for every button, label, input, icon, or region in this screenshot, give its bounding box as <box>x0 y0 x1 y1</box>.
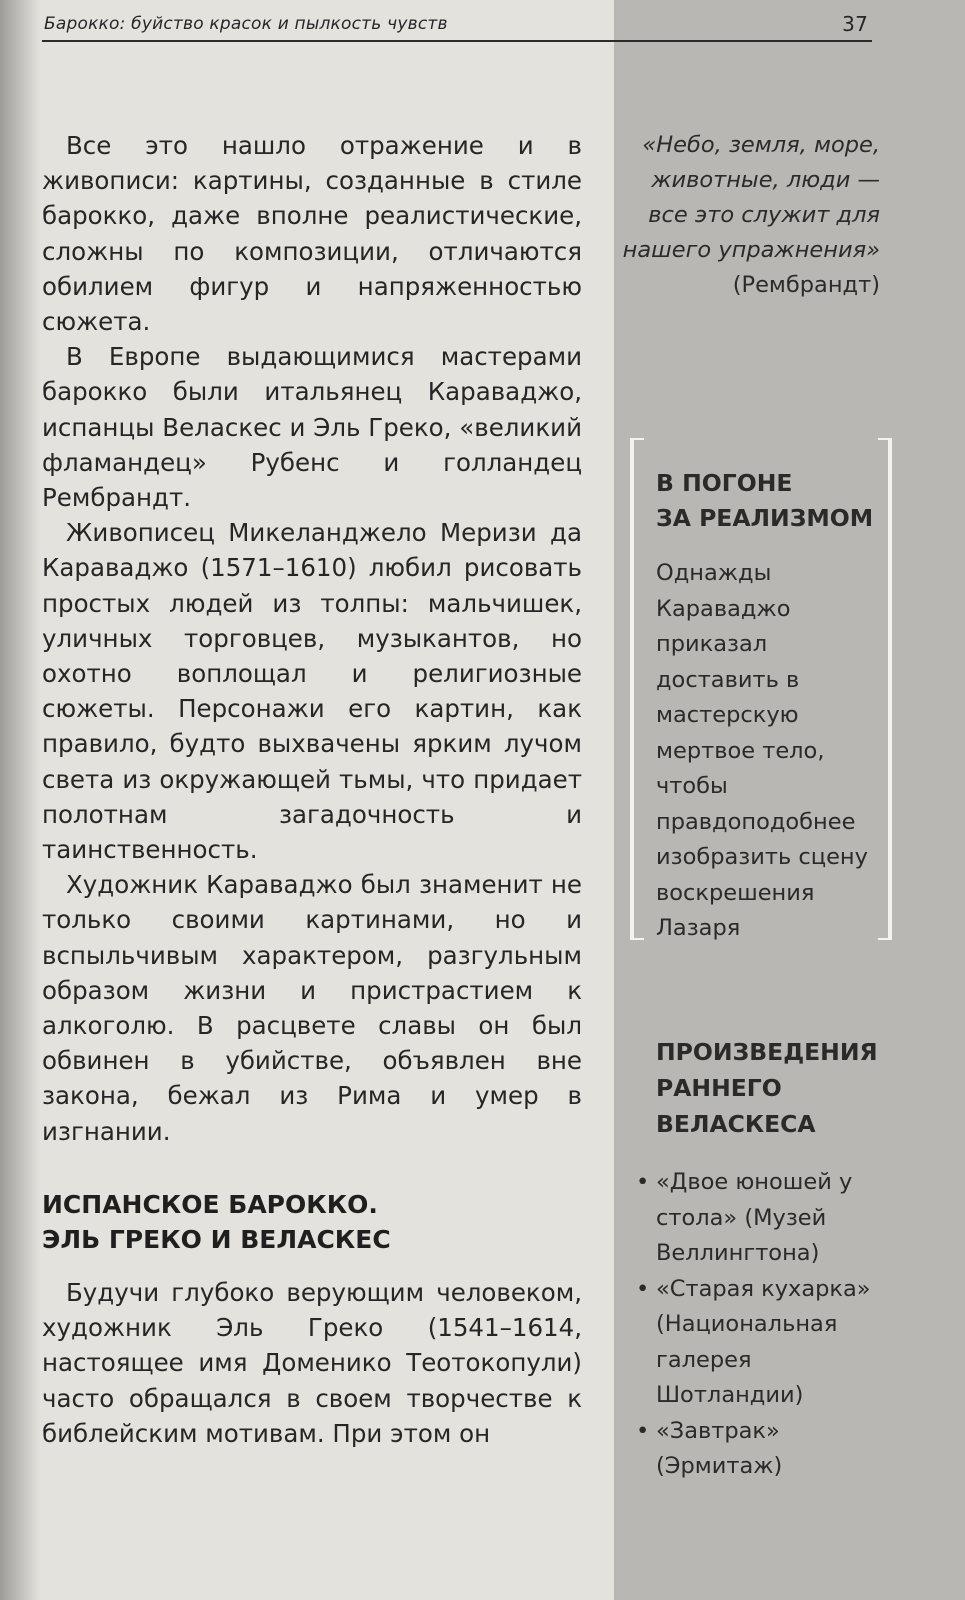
header-title: Барокко: буйство красок и пылкость чувств <box>44 14 448 34</box>
works-list <box>636 1165 898 1485</box>
bullet-icon: • <box>636 1169 650 1195</box>
works-title-line: РАННЕГО <box>656 1074 782 1102</box>
paragraph: Живописец Микеланджело Меризи да Караваджо (1571–1610) любил рисовать простых людей из толпы: мальчишек, уличных торговцев, музыкантов, но охотно воплощал и религиозные сюжеты. Персонажи его картин, как правило, будто выхвачены ярким лучом света из окружающей тьмы, что придает полотнам загадочность и таинственность. <box>42 518 582 865</box>
page-number: 37 <box>842 12 868 36</box>
quote-line: «Небо, земля, море, <box>642 132 880 158</box>
page-gutter-shadow <box>0 0 40 1600</box>
quote-line: нашего упражнения» <box>622 237 880 263</box>
works-title-line: ВЕЛАСКЕСА <box>656 1110 816 1138</box>
bullet-icon: • <box>636 1417 650 1444</box>
main-text-column <box>42 128 582 1451</box>
paragraph: Все это нашло отражение и в живописи: картины, созданные в стиле барокко, даже вполне реалистические, сложны по композиции, отличаются обилием фигур и напряженностью сюжета. <box>42 131 582 337</box>
quote-line: все это служит для <box>648 202 880 228</box>
fact-box-title-line: В ПОГОНЕ <box>656 469 793 497</box>
fact-box-title <box>656 466 886 536</box>
bullet-icon: • <box>636 1275 650 1302</box>
sidebar-quote <box>622 128 880 303</box>
paragraph: Художник Караваджо был знаменит не только своими картинами, но и вспыльчивым характером, разгульным образом жизни и пристрастием к алкоголю. В расцвете славы он был обвинен в убийстве, объявлен вне закона, бежал из Рима и умер в изгнании. <box>42 870 582 1146</box>
list-item <box>636 1272 898 1414</box>
section-heading-line: ЭЛЬ ГРЕКО И ВЕЛАСКЕС <box>42 1224 391 1254</box>
paragraph: В Европе выдающимися мастерами барокко были итальянец Караваджо, испанцы Веласкес и Эль Греко, «великий фламандец» Рубенс и голландец Рембрандт. <box>42 342 582 513</box>
quote-author: (Рембрандт) <box>732 272 880 298</box>
left-bracket-decoration <box>630 438 644 940</box>
list-item-text: «Двое юношей у стола» (Музей Веллингтона) <box>656 1169 853 1266</box>
works-title-line: ПРОИЗВЕДЕНИЯ <box>656 1038 878 1066</box>
list-item <box>636 1414 898 1485</box>
quote-line: животные, люди — <box>651 167 880 193</box>
list-item-text: «Старая кухарка» (Национальная галерея Шотландии) <box>656 1275 871 1408</box>
running-header <box>42 10 872 42</box>
fact-box <box>630 438 892 941</box>
paragraph: Будучи глубоко верующим человеком, художник Эль Греко (1541–1614, настоящее имя Доменико Теотокопули) часто обращался в своем творчестве к библейским мотивам. При этом он <box>42 1277 582 1448</box>
list-item <box>636 1165 898 1272</box>
fact-box-text: Однажды Караваджо приказал доставить в мастерскую мертвое тело, чтобы правдоподобнее изобразить сцену воскрешения Лазаря <box>656 560 868 941</box>
fact-box-title-line: ЗА РЕАЛИЗМОМ <box>656 504 874 532</box>
section-heading <box>42 1187 582 1257</box>
section-heading-line: ИСПАНСКОЕ БАРОККО. <box>42 1189 378 1219</box>
list-item-text: «Завтрак» (Эрмитаж) <box>656 1417 783 1479</box>
works-list-title <box>656 1034 896 1142</box>
